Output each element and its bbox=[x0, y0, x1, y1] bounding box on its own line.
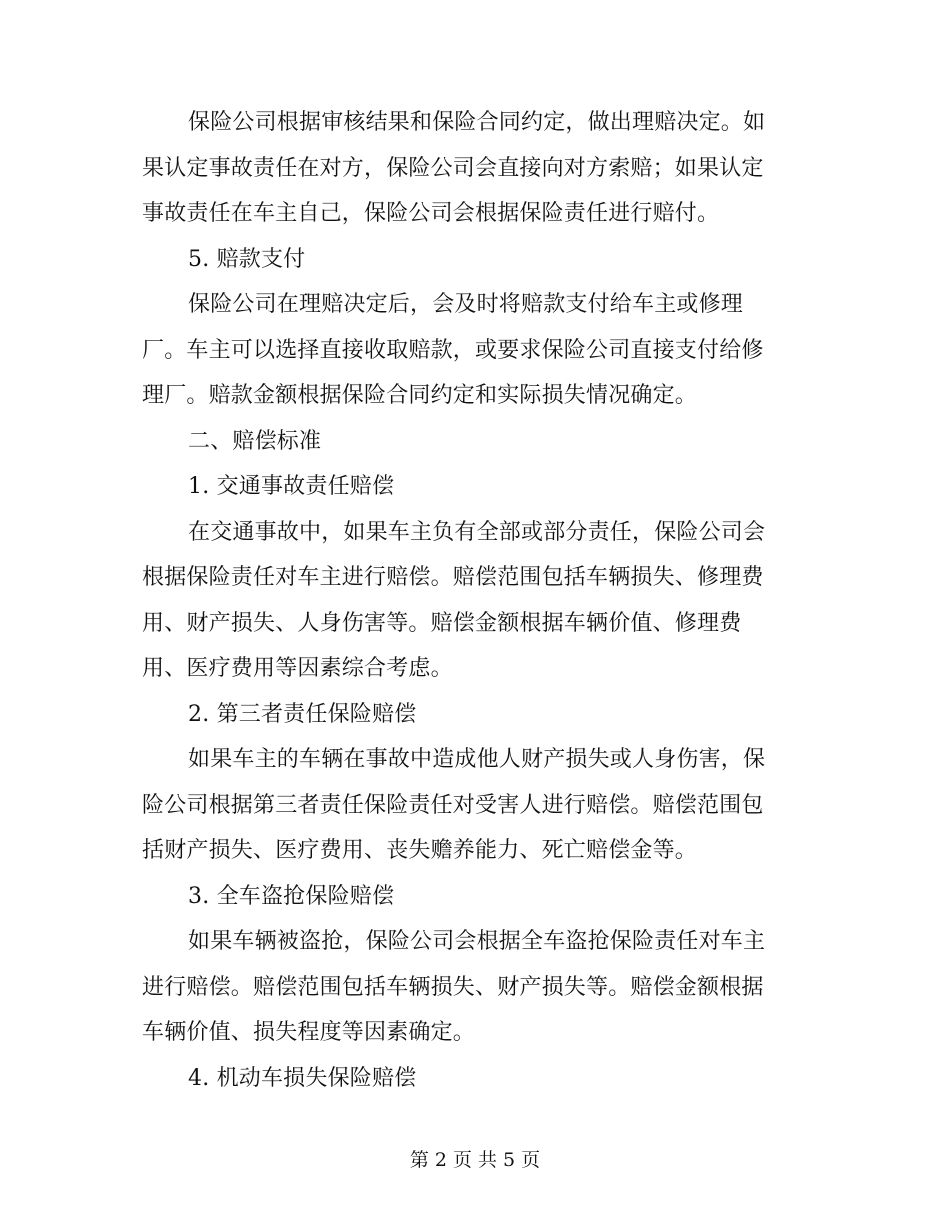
paragraph-line: 进行赔偿。赔偿范围包括车辆损失、财产损失等。赔偿金额根据 bbox=[142, 974, 764, 1000]
paragraph-line: 括财产损失、医疗费用、丧失赡养能力、死亡赔偿金等。 bbox=[142, 838, 698, 863]
page-footer: 第 2 页 共 5 页 bbox=[409, 1149, 541, 1171]
paragraph-line: 用、财产损失、人身伤害等。赔偿金额根据车辆价值、修理费 bbox=[142, 610, 742, 636]
paragraph-line: 险公司根据第三者责任保险责任对受害人进行赔偿。赔偿范围包 bbox=[142, 792, 764, 818]
paragraph-line: 如果车辆被盗抢，保险公司会根据全车盗抢保险责任对车主 bbox=[188, 929, 766, 954]
section-heading: 2. 第三者责任保险赔偿 bbox=[188, 701, 417, 727]
section-heading: 5. 赔款支付 bbox=[188, 246, 306, 272]
paragraph-line: 果认定事故责任在对方，保险公司会直接向对方索赔；如果认定 bbox=[142, 155, 764, 181]
document-body bbox=[142, 100, 802, 1101]
paragraph-line: 在交通事故中，如果车主负有全部或部分责任，保险公司会 bbox=[188, 519, 766, 545]
paragraph-line: 根据保险责任对车主进行赔偿。赔偿范围包括车辆损失、修理费 bbox=[142, 565, 764, 590]
section-heading: 二、赔偿标准 bbox=[188, 428, 322, 454]
paragraph-line: 如果车主的车辆在事故中造成他人财产损失或人身伤害，保 bbox=[188, 747, 766, 772]
section-heading: 1. 交通事故责任赔偿 bbox=[188, 474, 395, 499]
paragraph-line: 保险公司根据审核结果和保险合同约定，做出理赔决定。如 bbox=[188, 110, 766, 135]
paragraph-line: 厂。车主可以选择直接收取赔款，或要求保险公司直接支付给修 bbox=[142, 337, 764, 363]
paragraph-line: 车辆价值、损失程度等因素确定。 bbox=[142, 1020, 476, 1045]
paragraph-line: 保险公司在理赔决定后，会及时将赔款支付给车主或修理 bbox=[188, 292, 744, 317]
paragraph-line: 用、医疗费用等因素综合考虑。 bbox=[142, 656, 453, 681]
paragraph-line: 事故责任在车主自己，保险公司会根据保险责任进行赔付。 bbox=[142, 201, 720, 226]
section-heading: 4. 机动车损失保险赔偿 bbox=[188, 1065, 417, 1091]
section-heading: 3. 全车盗抢保险赔偿 bbox=[188, 883, 395, 909]
paragraph-line: 理厂。赔款金额根据保险合同约定和实际损失情况确定。 bbox=[142, 383, 698, 408]
